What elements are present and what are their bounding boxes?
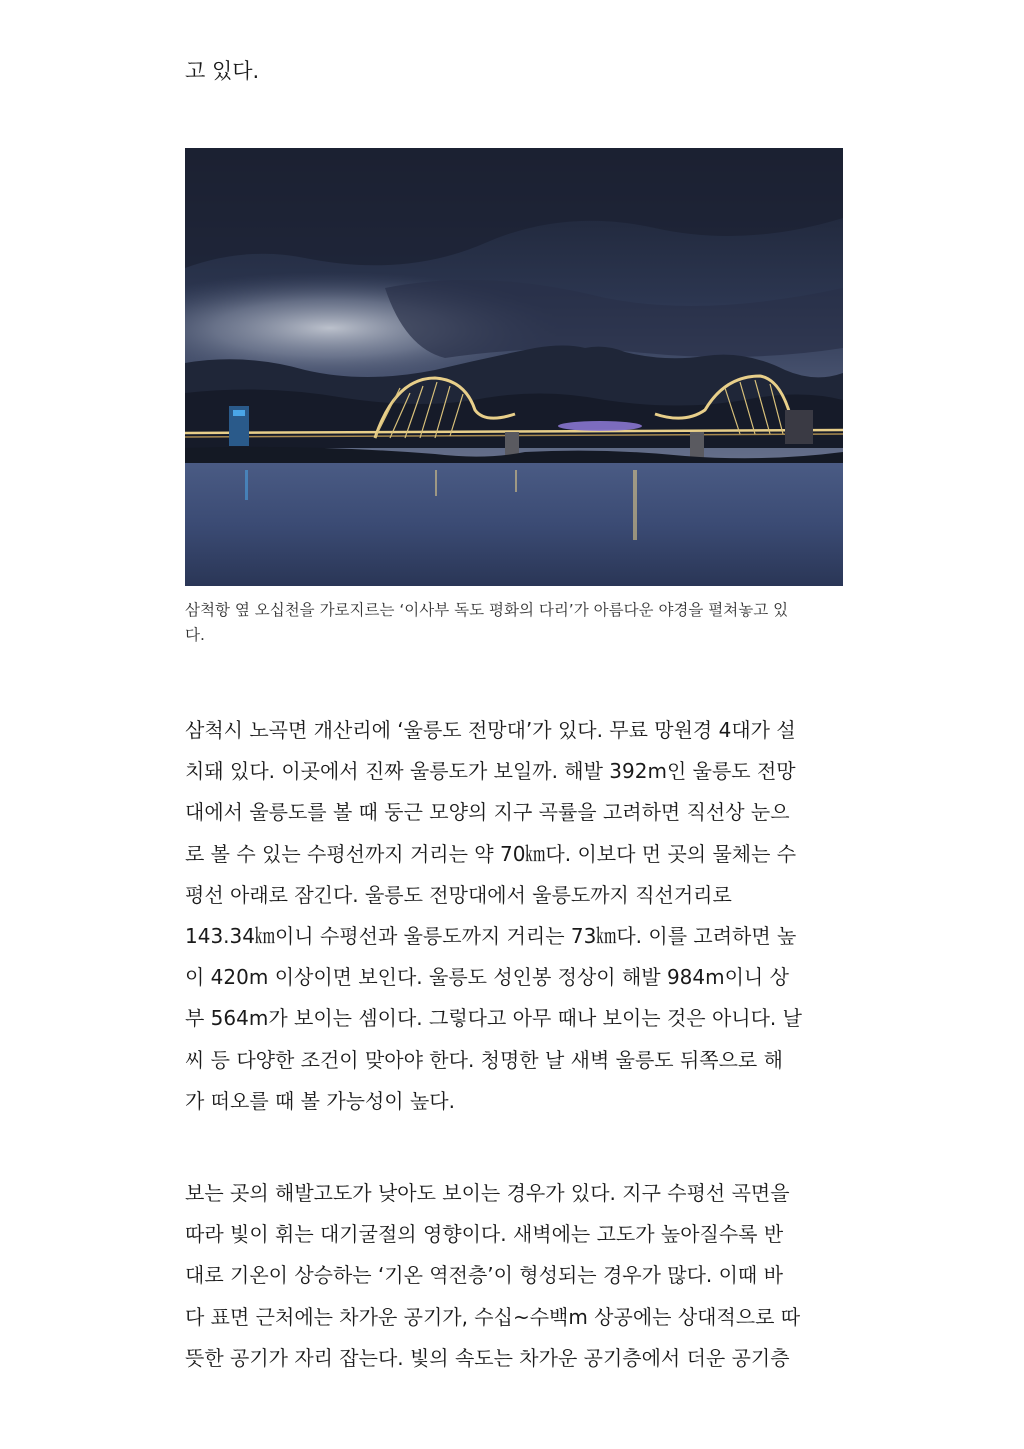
- river-water: [185, 463, 843, 586]
- paragraph-line: 치돼 있다. 이곳에서 진짜 울릉도가 보일까. 해발 392m인 울릉도 전망: [185, 759, 796, 784]
- paragraph-line: 가 떠오를 때 볼 가능성이 높다.: [185, 1088, 455, 1113]
- paragraph-line: 143.34㎞이니 수평선과 울릉도까지 거리는 73㎞다. 이를 고려하면 높: [185, 924, 797, 949]
- lead-text: 고 있다.: [185, 59, 260, 83]
- paragraph-line: 대에서 울릉도를 볼 때 둥근 모양의 지구 곡률을 고려하면 직선상 눈으: [185, 800, 790, 825]
- paragraph-line: 부 564m가 보이는 셈이다. 그렇다고 아무 때나 보이는 것은 아니다. 날: [185, 1006, 802, 1031]
- caption-line: 다.: [185, 626, 205, 644]
- paragraph-line: 평선 아래로 잠긴다. 울릉도 전망대에서 울릉도까지 직선거리로: [185, 882, 732, 907]
- paragraph-line: 따라 빛이 휘는 대기굴절의 영향이다. 새벽에는 고도가 높아질수록 반: [185, 1222, 784, 1247]
- paragraph-line: 뜻한 공기가 자리 잡는다. 빛의 속도는 차가운 공기층에서 더운 공기층: [185, 1345, 790, 1370]
- photo-caption: [185, 598, 843, 648]
- paragraph-line: 다 표면 근처에는 차가운 공기가, 수십~수백m 상공에는 상대적으로 따: [185, 1304, 801, 1329]
- body-paragraph: [185, 1173, 845, 1379]
- body-paragraph: [185, 710, 845, 1122]
- paragraph-line: 이 420m 이상이면 보인다. 울릉도 성인봉 정상이 해발 984m이니 상: [185, 965, 789, 990]
- paragraph-line: 씨 등 다양한 조건이 맞아야 한다. 청명한 날 새벽 울릉도 뒤쪽으로 해: [185, 1047, 783, 1072]
- paragraph-line: 보는 곳의 해발고도가 낮아도 보이는 경우가 있다. 지구 수평선 곡면을: [185, 1181, 790, 1205]
- caption-line: 삼척항 옆 오십천을 가로지르는 ‘이사부 독도 평화의 다리’가 아름다운 야경을 펼쳐놓고 있: [185, 601, 789, 619]
- paragraph-line: 대로 기온이 상승하는 ‘기온 역전층’이 형성되는 경우가 많다. 이때 바: [185, 1263, 783, 1288]
- paragraph-line: 로 볼 수 있는 수평선까지 거리는 약 70㎞다. 이보다 먼 곳의 물체는 수: [185, 841, 797, 866]
- bridge-night-photo: [185, 148, 843, 586]
- paragraph-line: 삼척시 노곡면 개산리에 ‘울릉도 전망대’가 있다. 무료 망원경 4대가 설: [185, 718, 796, 742]
